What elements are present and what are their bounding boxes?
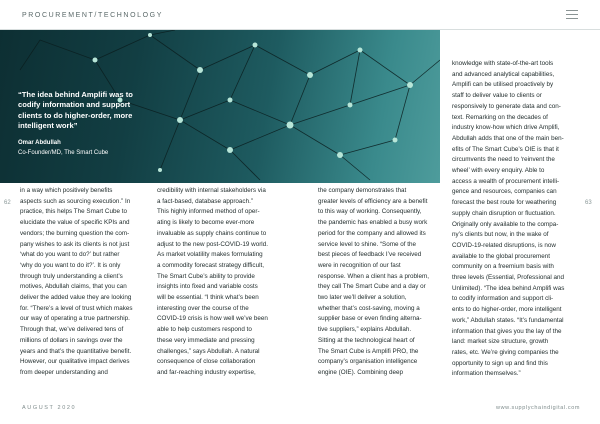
pull-quote: “The idea behind Amplifi was to codify information and support clients to do higher-order, more intelligent work”: [18, 90, 133, 130]
hero-image: [0, 30, 440, 183]
footer-date: AUGUST 2020: [22, 405, 77, 411]
article-column-4: knowledge with state-of-the-art tools and advanced analytical capabilities, Amplifi can be utilised proactively by staff to deliver value to clients or responsively to generate data and con- text. Remarking on the decades of industry know-how which drive Amplifi, Abdullah adds that one of the main ben- efits of The Smart Cube’s OIE is that it circumvents the need to ‘reinvent the wheel’ with every enquiry. Able to access a wealth of procurement intelli- gence and resources, companies can forecast the best route for weathering supply chain disruption or fluctuation. Originally only available to the compa- ny’s clients but now, in the wake of COVID-19-related disruptions, is now available to the global procurement community on a freemium basis with three levels (Essential, Professional and Unlimited). “The idea behind Amplifi was to codify information and support cli- ents to do higher-order, more intelligent work,” Abdullah states. “It’s fundamental information that gives you the lay of the land: market size structure, growth rates, etc. We’re giving companies the opportunity to sign up and find this information themselves.”: [452, 60, 565, 378]
footer-website-link[interactable]: www.supplychaindigital.com: [496, 405, 581, 411]
page-number-right: 63: [585, 200, 592, 206]
hamburger-menu-icon[interactable]: [566, 10, 578, 20]
quote-attribution-role: Co-Founder/MD, The Smart Cube: [18, 150, 109, 156]
section-label: PROCUREMENT/TECHNOLOGY: [22, 12, 163, 19]
article-column-3: the company demonstrates that greater levels of efficiency are a benefit to this way of working. Consequently, the pandemic has enabled a busy work period for the company and allowed its service level to shine. “Some of the best pieces of feedback I’ve received were in recognition of our fast response. When a client has a problem, they call The Smart Cube and a day or two later we’ll deliver a solution, whether that’s cost-saving, moving a supplier base or even finding alterna- tive suppliers,” explains Abdullah. Sitting at the technological heart of The Smart Cube is Amplifi PRO, the company’s organisation intelligence engine (OIE). Combining deep: [318, 187, 429, 376]
page-number-left: 62: [4, 200, 11, 206]
quote-attribution-name: Omar Abdullah: [18, 140, 61, 146]
article-column-1: in a way which positively benefits aspects such as sourcing execution.” In practice, this helps The Smart Cube to elucidate the value of specific KPIs and vendors; the burning question the com- pany wishes to ask its clients is not just ‘what do you want to do?’ but rather ‘why do you want to do it?’. It is only through truly understanding a client’s motives, Abdullah claims, that you can deliver the added value they are looking for. “There’s a level of trust which makes our way of operating a true partnership. Through that, we’ve delivered tens of millions of dollars in savings over the years and that’s the quantitative benefit. However, our qualitative impact derives from deeper understanding and: [20, 187, 133, 376]
article-column-2: credibility with internal stakeholders via a fact-based, database approach.” This highly informed method of oper- ating is likely to become ever-more invaluable as supply chains continue to adjust to the new post-COVID-19 world. As market volatility makes formulating a commodity forecast strategy difficult, The Smart Cube’s ability to provide insights into fixed and variable costs will be essential. “I think what’s been interesting over the course of the COVID-19 crisis is how well we’ve been able to help customers respond to these very immediate and pressing challenges,” says Abdullah. A natural consequence of close collaboration and far-reaching industry expertise,: [157, 187, 268, 376]
